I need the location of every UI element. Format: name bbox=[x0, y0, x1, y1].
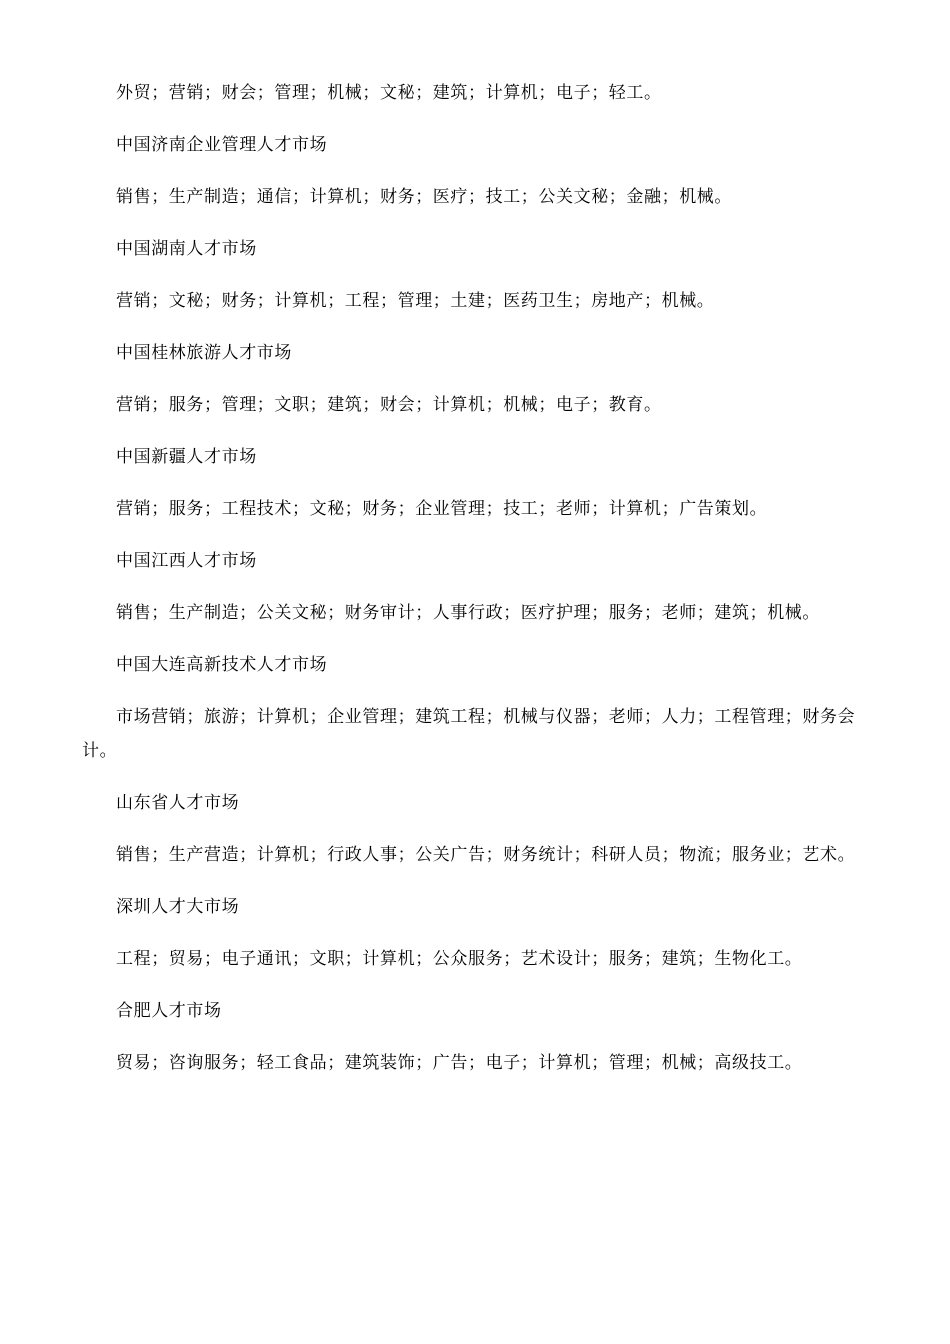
paragraph-heading: 合肥人才市场 bbox=[116, 1001, 222, 1021]
paragraph: 营销；服务；工程技术；文秘；财务；企业管理；技工；老师；计算机；广告策划。 bbox=[116, 499, 768, 519]
paragraph-heading: 中国济南企业管理人才市场 bbox=[116, 135, 328, 155]
paragraph: 销售；生产制造；通信；计算机；财务；医疗；技工；公关文秘；金融；机械。 bbox=[116, 187, 732, 207]
document-body bbox=[82, 76, 858, 1098]
paragraph: 工程；贸易；电子通讯；文职；计算机；公众服务；艺术设计；服务；建筑；生物化工。 bbox=[116, 949, 803, 969]
paragraph-heading: 中国江西人才市场 bbox=[116, 551, 257, 571]
paragraph: 营销；服务；管理；文职；建筑；财会；计算机；机械；电子；教育。 bbox=[116, 395, 662, 415]
paragraph-heading: 山东省人才市场 bbox=[116, 793, 240, 813]
paragraph-heading: 中国湖南人才市场 bbox=[116, 239, 257, 259]
paragraph: 营销；文秘；财务；计算机；工程；管理；土建；医药卫生；房地产；机械。 bbox=[116, 291, 715, 311]
paragraph: 外贸；营销；财会；管理；机械；文秘；建筑；计算机；电子；轻工。 bbox=[116, 83, 662, 103]
paragraph: 贸易；咨询服务；轻工食品；建筑装饰；广告；电子；计算机；管理；机械；高级技工。 bbox=[116, 1053, 803, 1073]
paragraph-heading: 中国新疆人才市场 bbox=[116, 447, 257, 467]
paragraph: 销售；生产营造；计算机；行政人事；公关广告；财务统计；科研人员；物流；服务业；艺术。 bbox=[116, 845, 856, 865]
paragraph: 市场营销；旅游；计算机；企业管理；建筑工程；机械与仪器；老师；人力；工程管理；财务会计。 bbox=[82, 707, 856, 761]
paragraph-heading: 中国桂林旅游人才市场 bbox=[116, 343, 292, 363]
paragraph: 销售；生产制造；公关文秘；财务审计；人事行政；医疗护理；服务；老师；建筑；机械。 bbox=[116, 603, 820, 623]
paragraph-heading: 深圳人才大市场 bbox=[116, 897, 240, 917]
paragraph-heading: 中国大连高新技术人才市场 bbox=[116, 655, 328, 675]
